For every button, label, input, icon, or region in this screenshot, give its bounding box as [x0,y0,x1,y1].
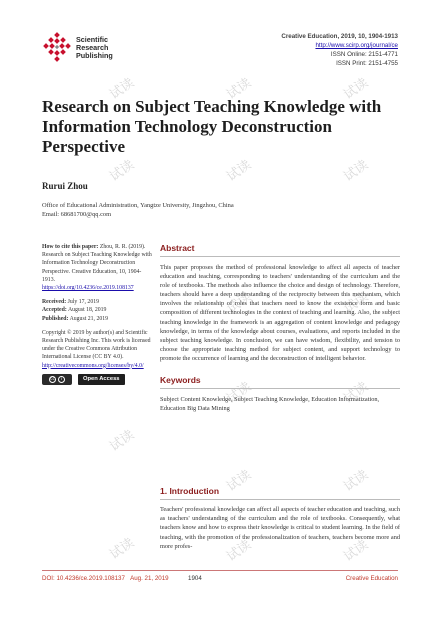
abstract-heading: Abstract [160,243,400,257]
watermark: 试读 [224,289,255,317]
keywords-heading: Keywords [160,375,400,389]
watermark: 试读 [107,157,138,185]
introduction-heading: 1. Introduction [160,486,400,500]
received-date: July 17, 2019 [67,299,100,306]
author-email: Email: 68681700@qq.com [42,211,112,219]
keywords-text: Subject Content Knowledge, Subject Teaching Knowledge, Education Informatization, Education Big Data Mining [160,396,380,413]
footer-doi: DOI: 10.4236/ce.2019.108137 Aug. 21, 2019 [42,575,169,582]
license-link[interactable]: http://creativecommons.org/licenses/by/4.0/ [42,362,144,369]
issn-print: ISSN Print: 2151-4755 [336,60,398,67]
watermark: 试读 [107,535,138,563]
abstract-text: This paper proposes the method of professional knowledge to affect all aspects of teacher education and teaching, corresponding to teachers' understanding of the curriculum and the role of textbooks. The methods also influence the choice and design of technology. Therefore, teachers should have a deep understanding of the reciprocity between this mechanism, which involves the relationship of roles that teachers need to know the existence form and basic composition of different technologies in the context of teaching and learning. Also, the subject teaching knowledge in the framework is an aggregation of content knowledge and pedagogy knowledge, in terms of the knowledge about courses, evaluations, and reports included in the subject teaching knowledge. In conclusion, we can have wisdom, flexibility, and tension to choose the appropriate teaching method for subject content, and support technology to promote the occurrence of learning and the deconstruction of intelligent behavior. [160,264,400,362]
paper-title: Research on Subject Teaching Knowledge with Information Technology Deconstruction Perspective [42,97,382,156]
how-to-cite: How to cite this paper: Zhou, R. R. (2019). Research on Subject Teaching Knowledge with Information Technology Deconstruction Perspective. Creative Education, 10, 1904-1913. https://doi.org/10.4236/ce.2019.108137 [42,244,152,292]
watermark: 试读 [341,75,372,103]
watermark: 试读 [224,157,255,185]
affiliation-text: Office of Educational Administration, Yangtze University, Jingzhou, China [42,202,234,209]
copyright: Copyright © 2019 by author(s) and Scientific Research Publishing Inc. This work is licensed under the Creative Commons Attribution International License (CC BY 4.0). http://creativecommons.org/licenses/by/4.0/ cc i Open Access [42,329,154,385]
doi-link[interactable]: https://doi.org/10.4236/ce.2019.108137 [42,285,134,292]
footer-journal: Creative Education [345,575,398,582]
page-number: 1904 [188,575,202,582]
publisher-name: Scientific Research Publishing [76,35,113,61]
journal-info [281,32,398,68]
watermark: 试读 [224,379,255,407]
dates: Received: July 17, 2019 Accepted: August 18, 2019 Published: August 21, 2019 [42,299,109,322]
watermark: 试读 [341,537,372,565]
watermark: 试读 [341,157,372,185]
page-footer [42,570,398,582]
journal-url-link[interactable]: http://www.scirp.org/journal/ce [315,42,398,49]
watermark: 试读 [224,75,255,103]
watermark: 试读 [341,289,372,317]
watermark: 试读 [107,75,138,103]
issn-online: ISSN Online: 2151-4771 [330,51,398,58]
author-affiliation [42,201,234,220]
published-date: August 21, 2019 [69,315,109,322]
cc-by-icon[interactable]: cc i [42,374,72,385]
watermark: 试读 [224,467,255,495]
introduction-text: Teachers' professional knowledge can affect all aspects of teacher education and teaching, such as teachers' understanding of the curriculum and the role of textbooks. Consequently, what teachers know and how to express their knowledge is critical to student learning. In the field of teaching, with the promotion of the professionalization of teachers, teachers become more and more profes- [160,506,400,550]
watermark: 试读 [107,427,138,455]
watermark: 试读 [341,379,372,407]
cite-sidebar [42,243,154,391]
author-name: Rurui Zhou [42,181,88,191]
publisher-logo [42,32,122,66]
journal-citation: Creative Education, 2019, 10, 1904-1913 [281,33,398,40]
open-access-badge[interactable]: Open Access [78,374,125,385]
watermark: 试读 [341,467,372,495]
accepted-date: August 18, 2019 [67,307,107,314]
watermark: 试读 [224,537,255,565]
srp-logo-icon [42,32,72,62]
